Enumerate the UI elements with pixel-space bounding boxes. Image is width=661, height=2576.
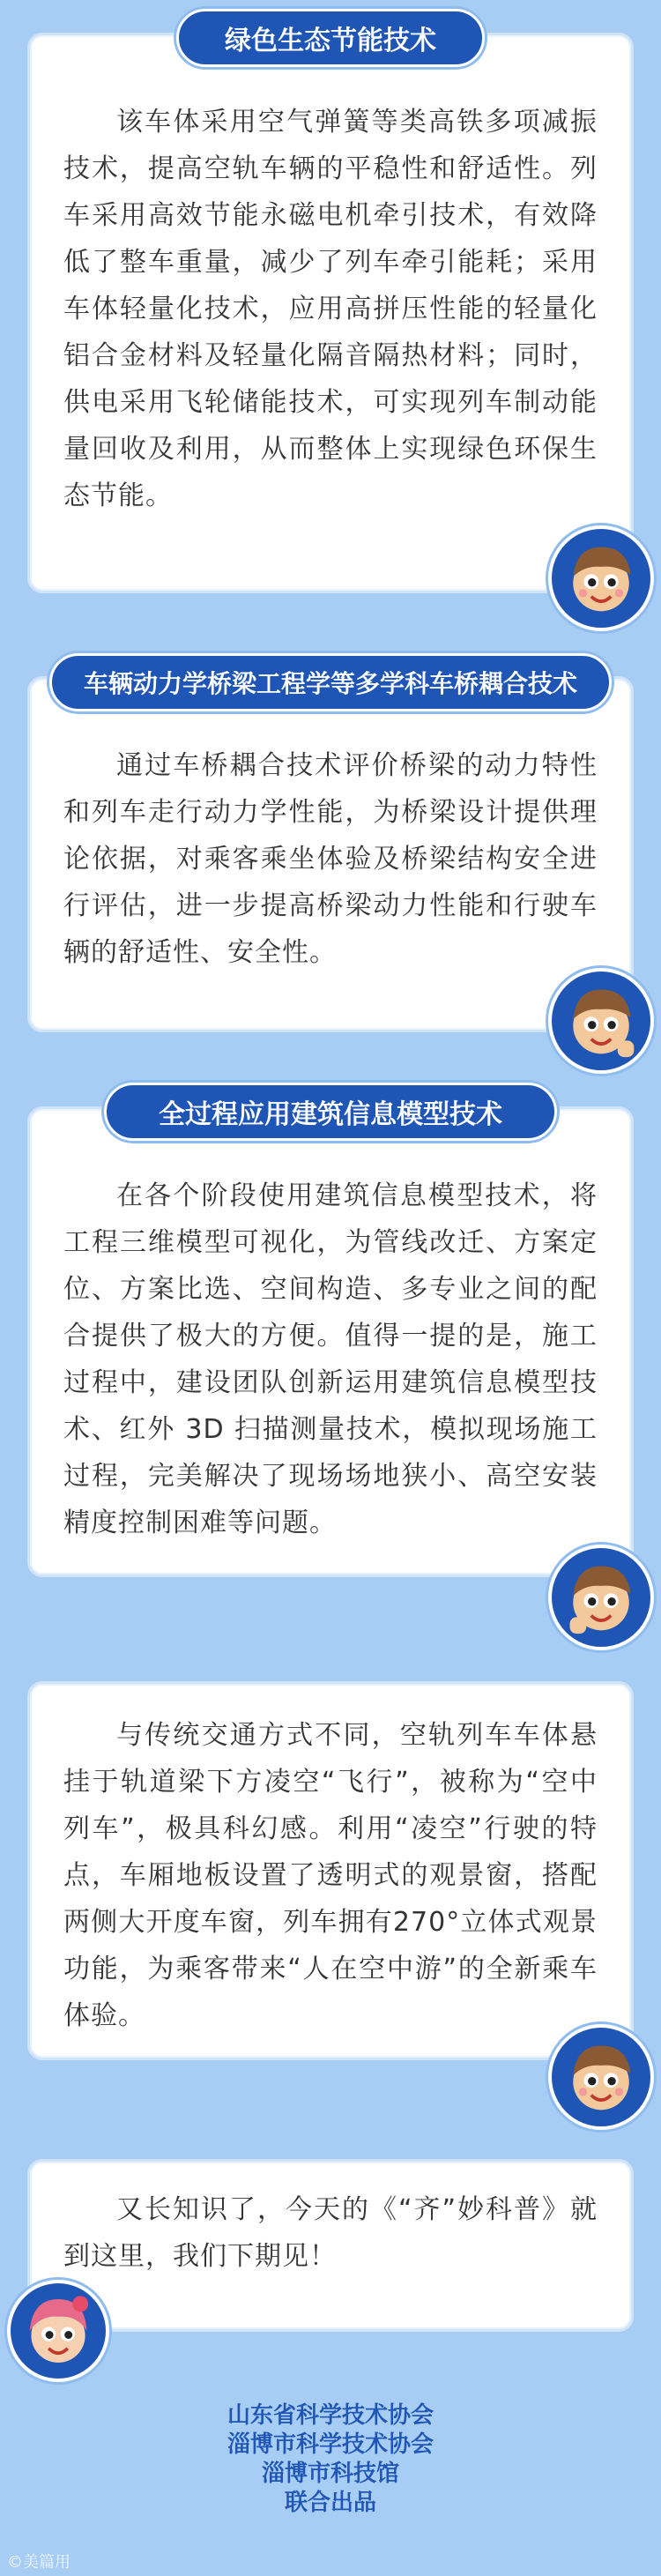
mascot-avatar-icon	[7, 2280, 109, 2382]
section-card-sky-train	[30, 1684, 631, 2058]
section-body: 在各个阶段使用建筑信息模型技术，将工程三维模型可视化，为管线改迁、方案定位、方案比选、空间构造、多专业之间的配合提供了极大的方便。值得一提的是，施工过程中，建设团队创新运用建筑信息模型技术、红外 3D 扫描测量技术，模拟现场施工过程，完美解决了现场场地狭小、高空安装精度控制困难等问题。	[63, 1180, 598, 1538]
footer-org-3: 淄博市科技馆	[261, 2461, 399, 2487]
mascot-avatar-icon	[548, 2024, 654, 2130]
section-title-pill: 车辆动力学桥梁工程学等多学科车桥耦合技术	[49, 653, 612, 711]
section-body: 通过车桥耦合技术评价桥梁的动力特性和列车走行动力学性能，为桥梁设计提供理论依据，对乘客乘坐体验及桥梁结构安全进行评估，进一步提高桥梁动力性能和行驶车辆的舒适性、安全性。	[63, 750, 598, 968]
watermark: ©美篇用	[7, 2553, 71, 2572]
section-body: 与传统交通方式不同，空轨列车车体悬挂于轨道梁下方凌空“飞行”，被称为“空中列车”，极具科幻感。利用“凌空”行驶的特点，车厢地板设置了透明式的观景窗，搭配两侧大开度车窗，列车拥有270°立体式观景功能，为乘客带来“人在空中游”的全新乘车体验。	[63, 1720, 598, 2031]
section-body: 又长知识了，今天的《“齐”妙科普》就到这里，我们下期见！	[63, 2194, 598, 2272]
section-card-green-tech	[30, 35, 631, 591]
mascot-avatar-icon	[548, 968, 654, 1074]
footer-org-2: 淄博市科学技术协会	[227, 2431, 434, 2458]
section-body: 该车体采用空气弹簧等类高铁多项减振技术，提高空轨车辆的平稳性和舒适性。列车采用高效节能永磁电机牵引技术，有效降低了整车重量，减少了列车牵引能耗；采用车体轻量化技术，应用高拼压性能的轻量化铝合金材料及轻量化隔音隔热材料；同时，供电采用飞轮储能技术，可实现列车制动能量回收及利用，从而整体上实现绿色环保生态节能。	[63, 107, 598, 511]
section-title-pill: 全过程应用建筑信息模型技术	[104, 1083, 557, 1141]
footer-credit: 联合出品	[284, 2490, 376, 2516]
section-card-vehicle-bridge	[30, 679, 631, 1030]
section-card-bim	[30, 1109, 631, 1575]
mascot-avatar-icon	[548, 525, 654, 631]
section-card-closing	[30, 2162, 631, 2329]
section-title-pill: 绿色生态节能技术	[176, 9, 485, 67]
footer-org-1: 山东省科学技术协会	[227, 2402, 434, 2429]
mascot-avatar-icon	[548, 1545, 654, 1650]
